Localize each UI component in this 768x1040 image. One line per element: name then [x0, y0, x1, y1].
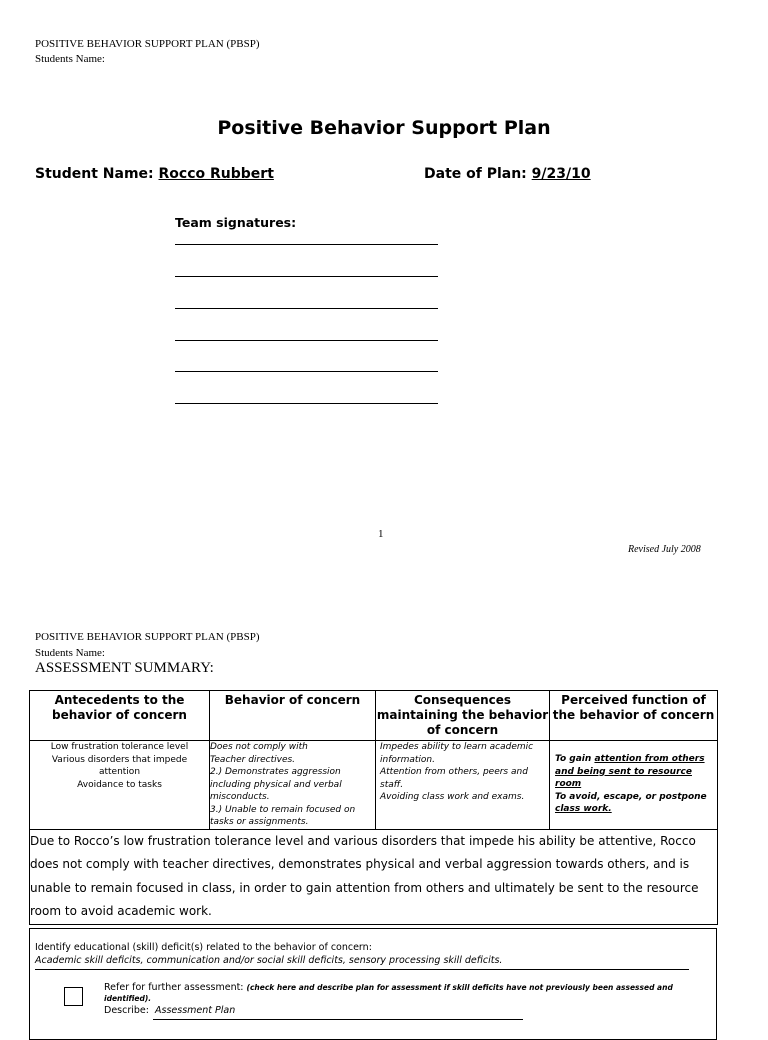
header-line-1: POSITIVE BEHAVIOR SUPPORT PLAN (PBSP): [35, 631, 260, 643]
team-signatures-label: Team signatures:: [175, 215, 297, 230]
table-row: [30, 741, 718, 830]
table-header-row: [30, 691, 718, 741]
function-avoid-value: class work.: [555, 804, 612, 814]
antecedent-line: Low frustration tolerance level: [50, 742, 189, 752]
behavior-line: 2.) Demonstrates aggression: [210, 767, 341, 777]
consequence-line: information.: [380, 754, 435, 765]
page-title: Positive Behavior Support Plan: [217, 117, 551, 139]
signature-line: [175, 244, 438, 245]
consequence-line: Attention from others, peers and: [380, 767, 528, 777]
signature-line: [175, 308, 438, 309]
signature-line: [175, 340, 438, 341]
describe-line: [153, 1019, 523, 1020]
antecedents-cell: [30, 741, 210, 830]
page-number: 1: [378, 528, 384, 540]
behavior-line: Teacher directives.: [210, 754, 296, 765]
function-avoid: [555, 791, 713, 816]
refer-label: Refer for further assessment:: [104, 982, 244, 993]
antecedent-line: attention: [98, 767, 141, 777]
describe-field: [104, 1005, 235, 1016]
student-name-value: Rocco Rubbert: [158, 166, 274, 182]
signature-line: [175, 371, 438, 372]
assessment-table: [29, 690, 718, 925]
summary-statement: Due to Rocco’s low frustration tolerance level and various disorders that impede his ability be attentive, Rocco does not comply with teacher directives, demonstrates physical and verbal aggression towards others, and is unable to remain focused in class, in order to gain attention from others and ultimately be sent to the resource room to avoid academic work.: [30, 829, 718, 924]
column-header-antecedents: Antecedents to the behavior of concern: [30, 691, 210, 741]
date-of-plan-value: 9/23/10: [531, 166, 591, 182]
antecedent-line: Various disorders that impede: [51, 754, 188, 765]
behavior-line: including physical and verbal: [210, 779, 342, 790]
behavior-line: misconducts.: [210, 792, 270, 802]
consequence-line: Avoiding class work and exams.: [380, 792, 525, 802]
function-gain: [555, 753, 713, 791]
consequence-line: staff.: [380, 779, 404, 790]
refer-note: (check here and describe plan for assessment if skill deficits have not previously been assessed and identified).: [104, 983, 673, 1003]
column-header-behavior: Behavior of concern: [210, 691, 376, 741]
behavior-line: Does not comply with: [210, 742, 308, 752]
signature-line: [175, 276, 438, 277]
summary-row: [30, 829, 718, 924]
describe-value: Assessment Plan: [155, 1005, 236, 1016]
student-name-field: [35, 166, 274, 182]
revised-date: Revised July 2008: [628, 544, 701, 555]
antecedent-line: Avoidance to tasks: [77, 779, 162, 790]
deficits-answer: Academic skill deficits, communication and/or social skill deficits, sensory processing skill deficits.: [35, 955, 503, 966]
function-gain-prefix: To gain: [555, 754, 595, 764]
column-header-function: Perceived function of the behavior of concern: [550, 691, 718, 741]
column-header-consequences: Consequences maintaining the behavior of concern: [376, 691, 550, 741]
signature-line: [175, 403, 438, 404]
behavior-line: tasks or assignments.: [210, 817, 309, 827]
describe-label: Describe:: [104, 1005, 149, 1016]
function-avoid-prefix: To avoid, escape, or postpone: [555, 791, 707, 802]
refer-assessment-text: [104, 982, 694, 1004]
function-cell: [550, 741, 718, 830]
student-name-label: Student Name:: [35, 166, 154, 182]
consequence-line: Impedes ability to learn academic: [380, 742, 534, 752]
assessment-summary-title: ASSESSMENT SUMMARY:: [35, 660, 214, 676]
behavior-line: 3.) Unable to remain focused on: [210, 804, 356, 815]
header-line-2: Students Name:: [35, 647, 105, 659]
date-of-plan-field: [424, 166, 591, 182]
deficits-prompt: Identify educational (skill) deficit(s) related to the behavior of concern:: [35, 942, 372, 953]
header-line-2: Students Name:: [35, 53, 105, 65]
behavior-cell: [210, 741, 376, 830]
header-line-1: POSITIVE BEHAVIOR SUPPORT PLAN (PBSP): [35, 38, 260, 50]
refer-assessment-checkbox[interactable]: [64, 987, 83, 1006]
consequences-cell: [376, 741, 550, 830]
deficits-answer-line: [35, 969, 689, 970]
function-gain-value: attention from others and being sent to resource room: [555, 754, 705, 789]
date-of-plan-label: Date of Plan:: [424, 166, 527, 182]
